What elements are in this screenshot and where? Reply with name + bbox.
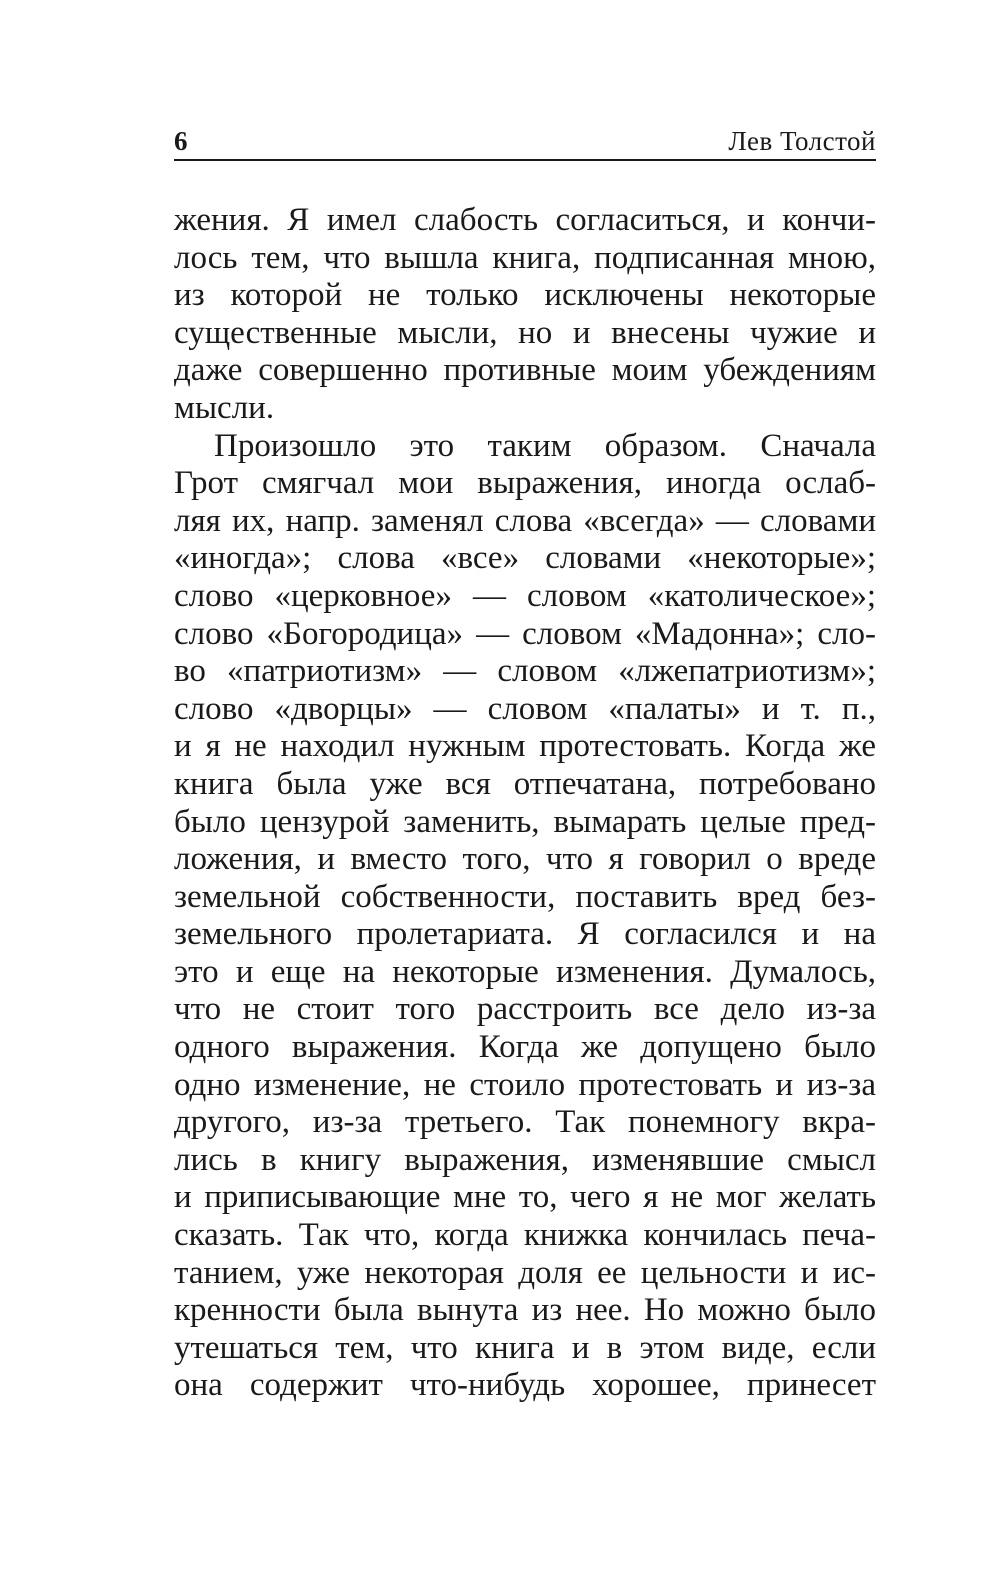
text-line: слово «церковное» — словом «католическое»; [174, 577, 876, 614]
text-line: другого, из-за третьего. Так понемногу вкра- [174, 1104, 876, 1141]
text-line: ляя их, напр. заменял слова «всегда» — словами [174, 502, 876, 539]
text-line: было цензурой заменить, вымарать целые пред- [174, 803, 876, 840]
text-line: Произошло это таким образом. Сначала [214, 427, 876, 464]
text-line: из которой не только исключены некоторые [174, 277, 876, 314]
text-line: лись в книгу выражения, изменявшие смысл [174, 1141, 876, 1178]
text-line: кренности была вынута из нее. Но можно было [174, 1292, 876, 1329]
text-line: «иногда»; слова «все» словами «некоторые»; [174, 540, 876, 577]
header-rule [174, 159, 876, 161]
paragraph [174, 202, 876, 428]
text-line: существенные мысли, но и внесены чужие и [174, 314, 876, 351]
running-head [174, 120, 876, 160]
text-line: слово «Богородица» — словом «Мадонна»; сло- [174, 615, 876, 652]
text-line: утешаться тем, что книга и в этом виде, если [174, 1329, 876, 1366]
text-line: она содержит что-нибудь хорошее, принесет [174, 1367, 876, 1404]
text-line: во «патриотизм» — словом «лжепатриотизм»; [174, 653, 876, 690]
text-line: земельного пролетариата. Я согласился и на [174, 916, 876, 953]
text-line: одного выражения. Когда же допущено было [174, 1029, 876, 1066]
paragraph [174, 428, 876, 1405]
text-line: что не стоит того расстроить все дело из-за [174, 991, 876, 1028]
text-line: жения. Я имел слабость согласиться, и кончи- [174, 202, 876, 238]
text-line: слово «дворцы» — словом «палаты» и т. п., [174, 690, 876, 727]
text-line: лось тем, что вышла книга, подписанная мною, [174, 239, 876, 276]
text-line: книга была уже вся отпечатана, потребовано [174, 765, 876, 802]
text-line: Грот смягчал мои выражения, иногда ослаб- [174, 465, 876, 502]
text-line: ложения, и вместо того, что я говорил о вреде [174, 841, 876, 878]
text-line: земельной собственности, поставить вред без- [174, 878, 876, 915]
page-number: 6 [174, 126, 188, 156]
text-line: это и еще на некоторые изменения. Думалось, [174, 953, 876, 990]
book-page [174, 0, 876, 1583]
text-line: сказать. Так что, когда книжка кончилась печа- [174, 1217, 876, 1254]
text-line: и я не находил нужным протестовать. Когда же [174, 728, 876, 765]
text-line: танием, уже некоторая доля ее цельности и ис- [174, 1254, 876, 1291]
text-line: и приписывающие мне то, чего я не мог желать [174, 1179, 876, 1216]
text-line: даже совершенно противные моим убеждениям [174, 352, 876, 389]
body-text [174, 202, 876, 1405]
text-line: одно изменение, не стоило протестовать и из-за [174, 1066, 876, 1103]
text-line: мысли. [174, 389, 275, 426]
running-head-author: Лев Толстой [728, 126, 876, 156]
